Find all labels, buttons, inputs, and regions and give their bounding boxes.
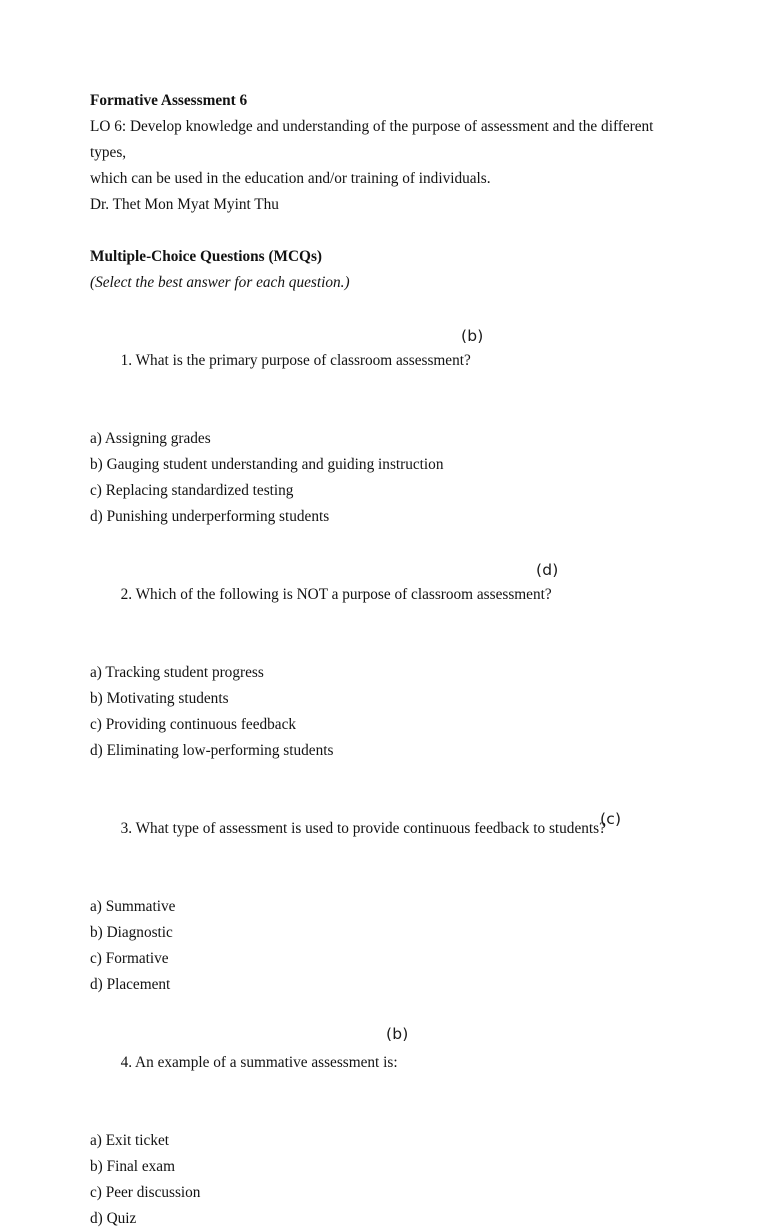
answer-annotation-4: (b) <box>386 1025 409 1043</box>
document-title: Formative Assessment 6 <box>90 92 248 109</box>
question-label-4: 4. An example of a summative assessment is: <box>120 1054 398 1071</box>
option-4-d: d) Quiz <box>90 1210 137 1227</box>
question-block-2 <box>90 556 680 764</box>
document-author: Dr. Thet Mon Myat Myint Thu <box>90 196 279 213</box>
question-block-4 <box>90 1024 680 1232</box>
section-heading-mcq: Multiple-Choice Questions (MCQs) <box>90 248 322 265</box>
option-3-c: c) Formative <box>90 950 169 967</box>
spacer-before-questions <box>90 296 680 322</box>
option-3-a: a) Summative <box>90 898 176 915</box>
option-4-a: a) Exit ticket <box>90 1132 170 1149</box>
option-4-b: b) Final exam <box>90 1158 175 1175</box>
option-2-d: d) Eliminating low-performing students <box>90 742 334 759</box>
question-label-1: 1. What is the primary purpose of classroom assessment? <box>120 352 471 369</box>
option-3-d: d) Placement <box>90 976 171 993</box>
question-text-1 <box>90 322 680 426</box>
option-4-c: c) Peer discussion <box>90 1184 201 1201</box>
answer-annotation-1: (b) <box>461 327 484 345</box>
option-1-b: b) Gauging student understanding and guiding instruction <box>90 456 444 473</box>
spacer-q3-q4 <box>90 998 680 1024</box>
option-3-b: b) Diagnostic <box>90 924 173 941</box>
answer-annotation-3: (c) <box>600 810 622 828</box>
option-2-b: b) Motivating students <box>90 690 229 707</box>
question-text-3 <box>90 790 680 894</box>
question-label-3: 3. What type of assessment is used to provide continuous feedback to students? <box>120 820 606 837</box>
question-block-1 <box>90 322 680 530</box>
spacer-after-author <box>90 218 680 244</box>
option-2-a: a) Tracking student progress <box>90 664 264 681</box>
answer-annotation-2: (d) <box>536 561 559 579</box>
question-text-2 <box>90 556 680 660</box>
option-1-a: a) Assigning grades <box>90 430 211 447</box>
spacer-q1-q2 <box>90 530 680 556</box>
question-label-2: 2. Which of the following is NOT a purpose of classroom assessment? <box>120 586 552 603</box>
learning-outcome-line-1: LO 6: Develop knowledge and understanding of the purpose of assessment and the different types, <box>90 118 658 161</box>
spacer-q2-q3 <box>90 764 680 790</box>
option-1-c: c) Replacing standardized testing <box>90 482 294 499</box>
document-body <box>90 88 680 1232</box>
option-1-d: d) Punishing underperforming students <box>90 508 330 525</box>
option-2-c: c) Providing continuous feedback <box>90 716 297 733</box>
question-block-3 <box>90 790 680 998</box>
learning-outcome-line-2: which can be used in the education and/or training of individuals. <box>90 170 491 187</box>
question-text-4 <box>90 1024 680 1128</box>
section-instruction: (Select the best answer for each question.) <box>90 274 350 291</box>
